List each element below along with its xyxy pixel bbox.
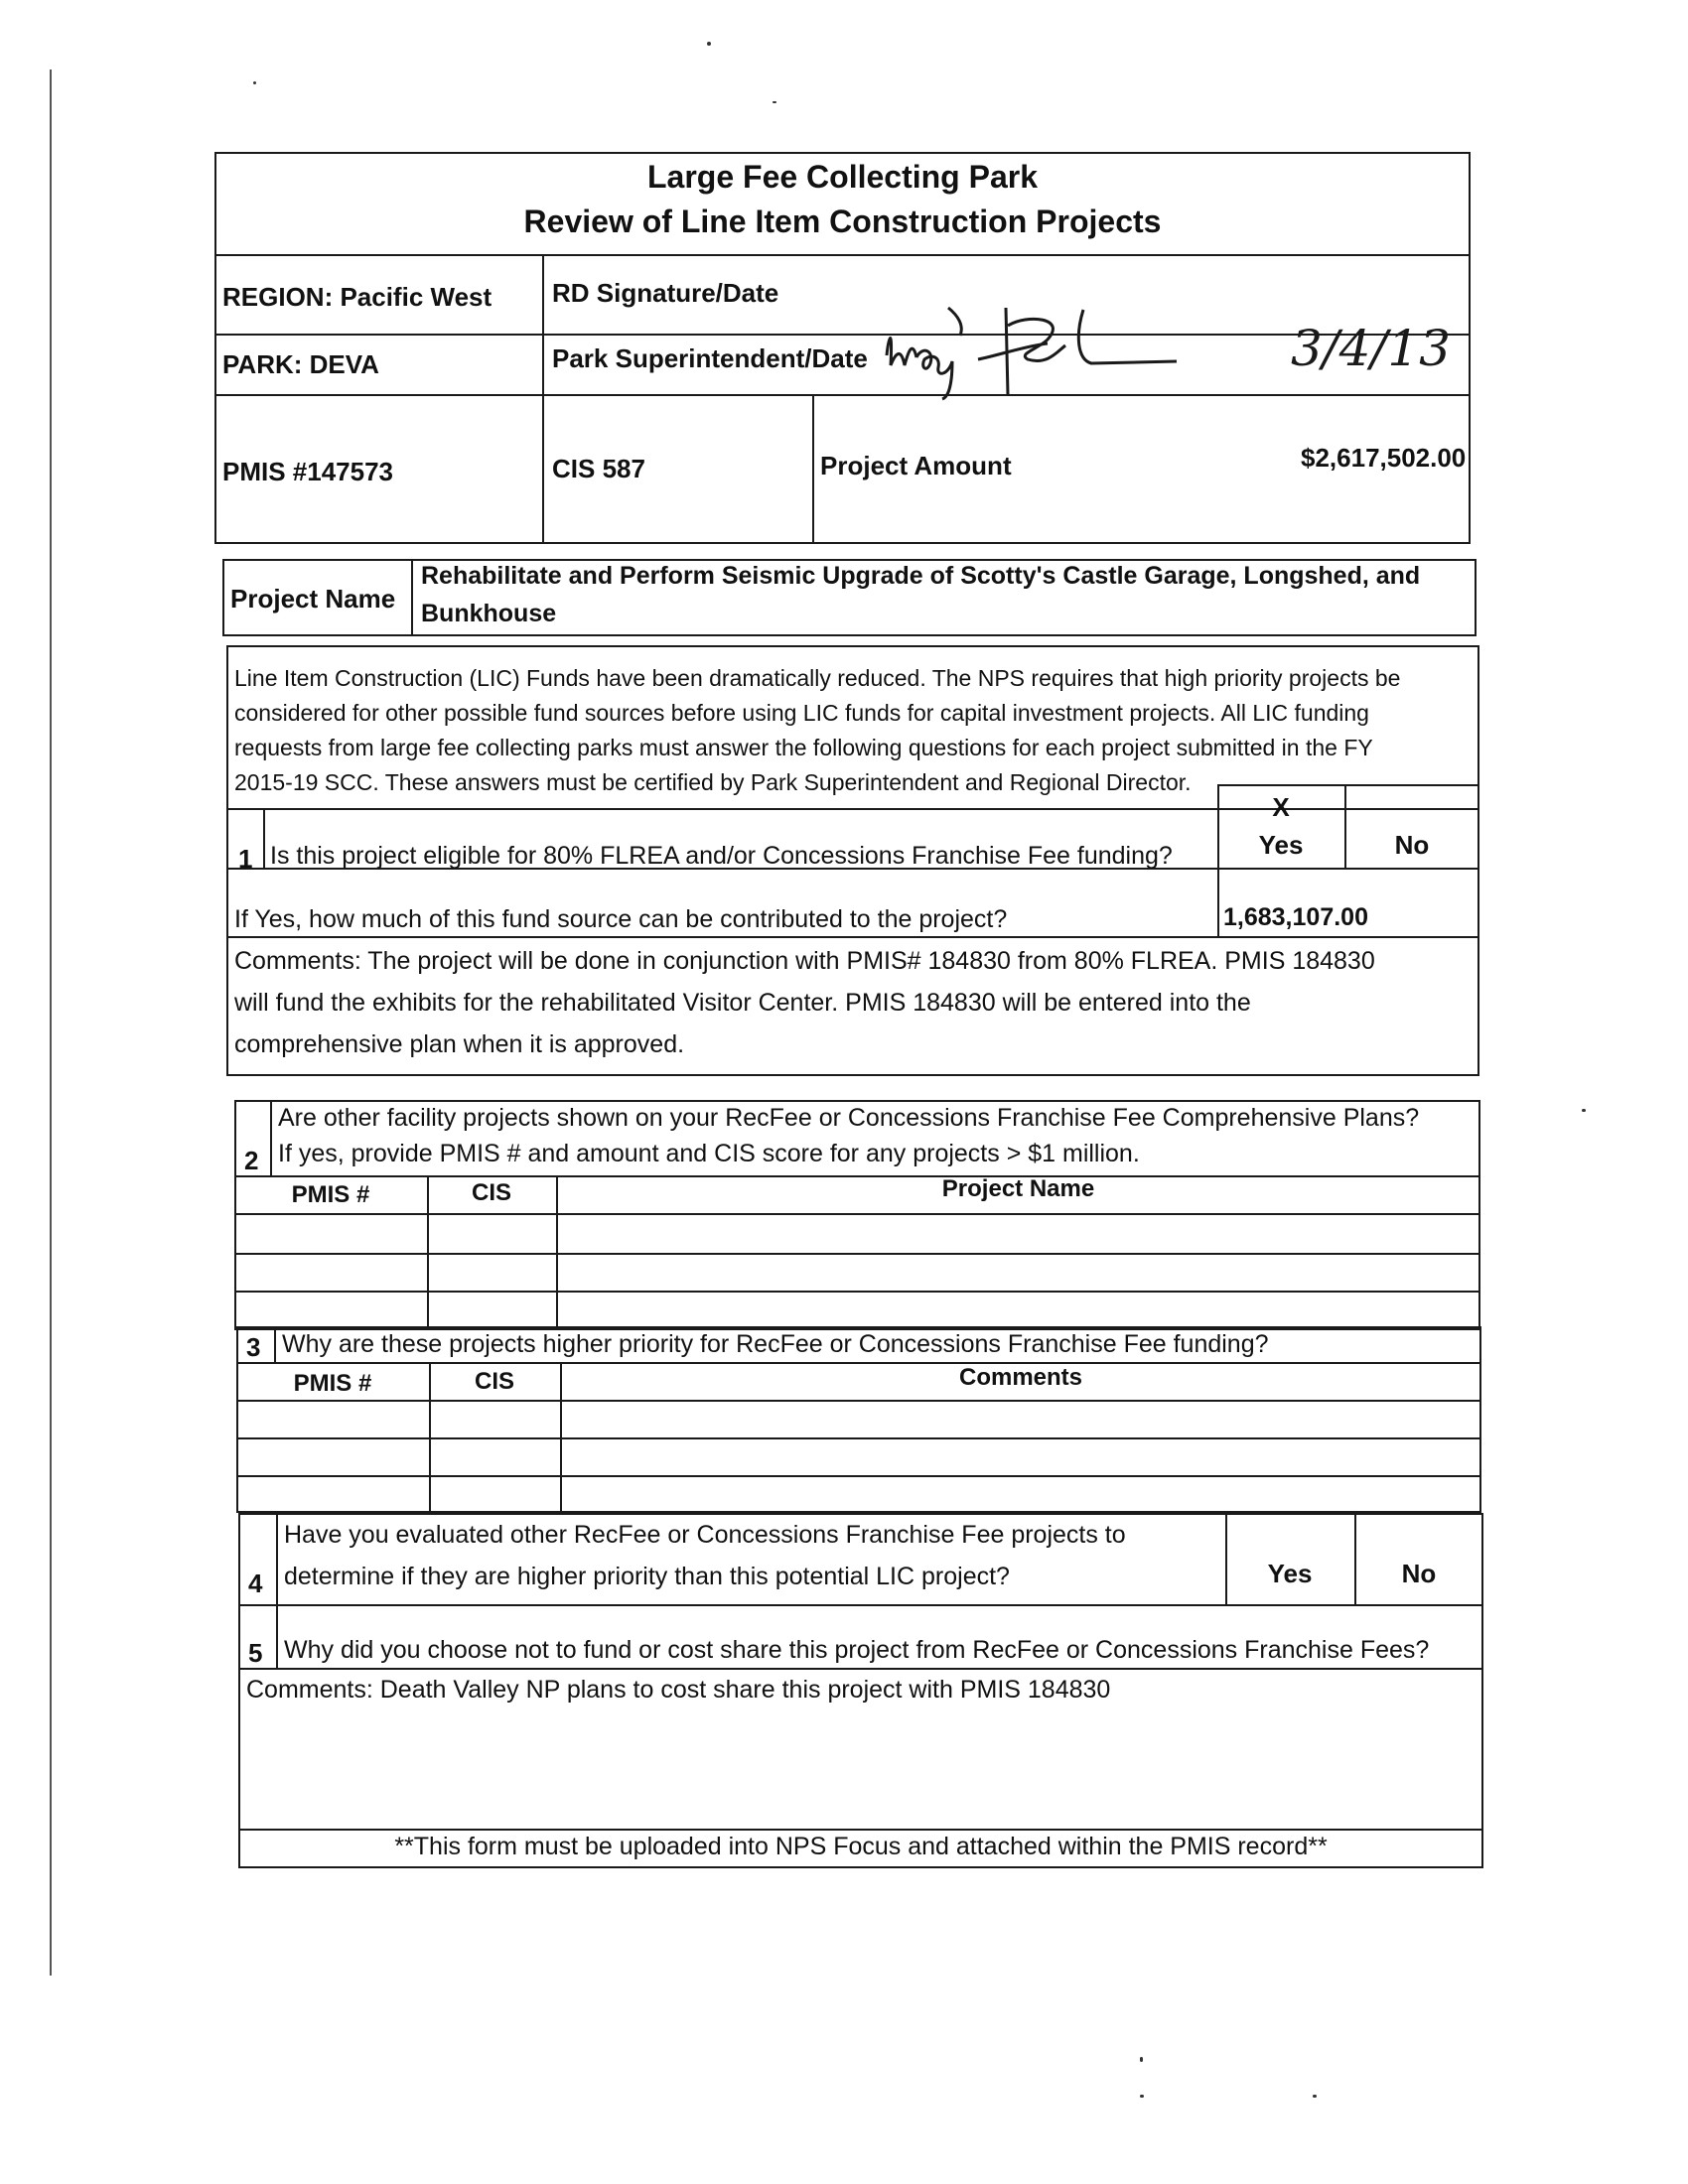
q3-row-2[interactable] (238, 1439, 1479, 1473)
q1-comments-line1: Comments: The project will be done in conjunction with PMIS# 184830 from 80% FLREA. PMIS 184830 (234, 947, 1375, 975)
q1-amount-question: If Yes, how much of this fund source can be contributed to the project? (234, 905, 1008, 933)
q5-question: Why did you choose not to fund or cost share this project from RecFee or Concessions Franchise Fees? (284, 1636, 1430, 1664)
divider (812, 394, 814, 544)
q2-question-line2: If yes, provide PMIS # and amount and CIS score for any projects > $1 million. (278, 1140, 1140, 1167)
divider (214, 394, 1471, 396)
project-amount-value: $2,617,502.00 (1301, 443, 1467, 473)
q1-comments-line3: comprehensive plan when it is approved. (234, 1030, 685, 1058)
divider (263, 808, 265, 868)
footer-note: **This form must be uploaded into NPS Focus and attached within the PMIS record** (394, 1833, 1328, 1860)
divider (274, 1326, 276, 1362)
q2-col-pmis: PMIS # (291, 1181, 370, 1208)
q3-question: Why are these projects higher priority for RecFee or Concessions Franchise Fee funding? (282, 1330, 1269, 1358)
project-name-line2: Bunkhouse (421, 600, 557, 627)
divider (270, 1100, 272, 1175)
scan-speck (707, 42, 711, 46)
q2-col-project-name: Project Name (941, 1175, 1095, 1202)
q3-number: 3 (246, 1332, 261, 1362)
park-label: PARK: DEVA (222, 349, 379, 379)
q3-col-comments: Comments (958, 1364, 1083, 1391)
q3-row-3[interactable] (238, 1477, 1479, 1511)
q1-comments-line2: will fund the exhibits for the rehabilitated Visitor Center. PMIS 184830 will be entered into the (234, 989, 1251, 1017)
divider (214, 254, 1471, 256)
divider (238, 1829, 1483, 1831)
scan-speck (1313, 2095, 1317, 2098)
q2-number: 2 (244, 1146, 259, 1175)
cis-score: CIS 587 (552, 454, 645, 483)
q1-amount-value: 1,683,107.00 (1223, 903, 1368, 931)
q3-row-1[interactable] (238, 1402, 1479, 1435)
q4-question-line2: determine if they are higher priority than this potential LIC project? (284, 1563, 1010, 1590)
divider (1217, 784, 1479, 786)
scan-speck (1140, 2095, 1144, 2098)
q2-question-line1: Are other facility projects shown on your RecFee or Concessions Franchise Fee Comprehensive Plans? (278, 1104, 1420, 1132)
rd-signature-label: RD Signature/Date (552, 278, 779, 308)
divider (542, 254, 544, 544)
divider (214, 334, 1471, 336)
handwritten-signature (879, 296, 1236, 405)
q1-yes-checkmark[interactable]: X (1272, 792, 1290, 822)
q2-col-cis: CIS (471, 1179, 511, 1206)
q5-comments: Comments: Death Valley NP plans to cost share this project with PMIS 184830 (246, 1676, 1111, 1704)
divider (238, 1668, 1483, 1670)
form-title-line1: Large Fee Collecting Park (646, 159, 1038, 195)
divider (276, 1513, 278, 1668)
q4-question-line1: Have you evaluated other RecFee or Concessions Franchise Fee projects to (284, 1521, 1126, 1549)
superintendent-label: Park Superintendent/Date (552, 343, 868, 373)
q4-yes-option[interactable]: Yes (1267, 1559, 1313, 1588)
divider (238, 1604, 1483, 1606)
divider (226, 936, 1479, 938)
project-name-line1: Rehabilitate and Perform Seismic Upgrade of Scotty's Castle Garage, Longshed, and (421, 562, 1421, 590)
scan-speck (253, 81, 256, 84)
q2-row-2[interactable] (236, 1255, 1478, 1289)
q4-no-option[interactable]: No (1401, 1559, 1437, 1588)
intro-line4: 2015-19 SCC. These answers must be certified by Park Superintendent and Regional Director. (234, 769, 1192, 795)
scan-speck (1140, 2057, 1143, 2062)
left-margin-line (50, 69, 52, 1976)
q3-col-cis: CIS (474, 1368, 514, 1395)
pmis-number: PMIS #147573 (222, 457, 394, 486)
intro-line2: considered for other possible fund sources before using LIC funds for capital investment projects. All LIC funding (234, 700, 1369, 726)
scan-speck (773, 101, 776, 103)
q4-number: 4 (248, 1569, 263, 1598)
region-label: REGION: Pacific West (222, 282, 492, 312)
q1-question: Is this project eligible for 80% FLREA and/or Concessions Franchise Fee funding? (270, 842, 1173, 870)
q5-number: 5 (248, 1638, 263, 1668)
q1-yes-option[interactable]: Yes (1258, 830, 1304, 860)
project-amount-label: Project Amount (820, 451, 1012, 480)
q3-col-pmis: PMIS # (293, 1370, 372, 1397)
q1-number: 1 (238, 844, 253, 874)
project-name-label: Project Name (230, 584, 396, 614)
divider (411, 559, 413, 636)
intro-line3: requests from large fee collecting parks must answer the following questions for each project submitted in the FY (234, 735, 1373, 760)
form-title-line2: Review of Line Item Construction Projects (523, 204, 1162, 239)
signature-date: 3/4/13 (1291, 320, 1451, 377)
q1-no-option[interactable]: No (1394, 830, 1430, 860)
intro-line1: Line Item Construction (LIC) Funds have been dramatically reduced. The NPS requires that high priority projects be (234, 665, 1401, 691)
q2-row-3[interactable] (236, 1293, 1478, 1328)
scan-speck (1582, 1109, 1586, 1112)
q2-row-1[interactable] (236, 1215, 1478, 1251)
